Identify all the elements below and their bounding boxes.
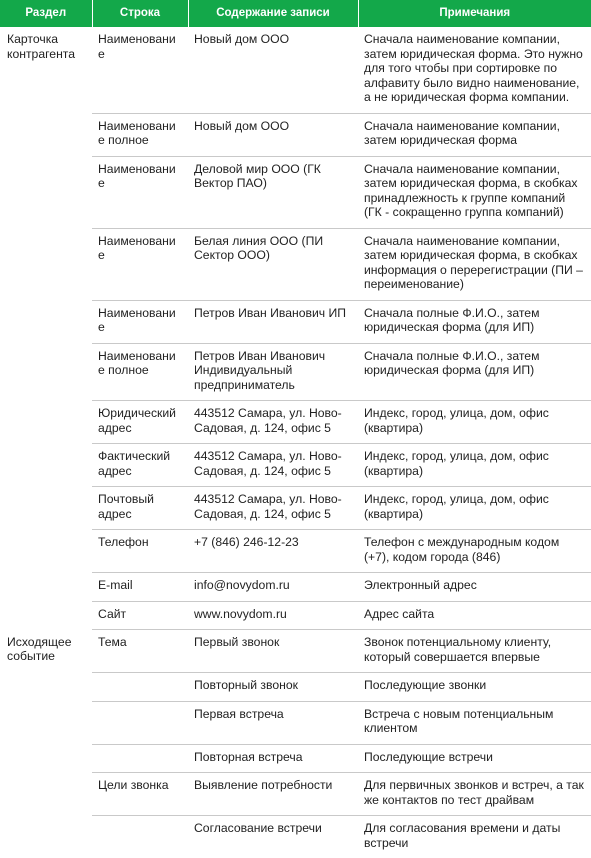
table-row [0, 630, 591, 673]
section-cell [0, 601, 92, 630]
notes-cell: Индекс, город, улица, дом, офис (квартира) [358, 444, 591, 487]
section-cell [0, 401, 92, 444]
notes-cell: Сначала наименование компании, затем юридическая форма [358, 113, 591, 156]
row-cell [92, 701, 188, 744]
table-row [0, 773, 591, 816]
table-row [0, 816, 591, 858]
row-cell: Наименование [92, 228, 188, 300]
notes-cell: Последующие встречи [358, 744, 591, 773]
table-row [0, 444, 591, 487]
row-cell: Телефон [92, 530, 188, 573]
table-row [0, 601, 591, 630]
section-cell [0, 816, 92, 858]
content-cell: Петров Иван Иванович ИП [188, 300, 358, 343]
table-row [0, 113, 591, 156]
table-header-row [0, 0, 591, 27]
row-cell [92, 744, 188, 773]
notes-cell: Адрес сайта [358, 601, 591, 630]
notes-cell: Сначала полные Ф.И.О., затем юридическая форма (для ИП) [358, 343, 591, 401]
content-cell: Деловой мир ООО (ГК Вектор ПАО) [188, 156, 358, 228]
row-cell: Фактический адрес [92, 444, 188, 487]
table-row [0, 701, 591, 744]
section-cell [0, 573, 92, 602]
section-cell [0, 228, 92, 300]
header-content: Содержание записи [188, 0, 358, 27]
notes-cell: Сначала наименование компании, затем юридическая форма, в скобках информация о перерегистрации (ПИ – переименование) [358, 228, 591, 300]
row-cell: Тема [92, 630, 188, 673]
notes-cell: Сначала наименование компании, затем юридическая форма, в скобках принадлежность к группе компаний (ГК - сокращенно группа компаний) [358, 156, 591, 228]
content-cell: Согласование встречи [188, 816, 358, 858]
table-row [0, 156, 591, 228]
table-row [0, 300, 591, 343]
section-cell [0, 156, 92, 228]
header-notes: Примечания [358, 0, 591, 27]
row-cell: Наименование [92, 300, 188, 343]
content-cell: 443512 Самара, ул. Ново-Садовая, д. 124, офис 5 [188, 401, 358, 444]
content-cell: info@novydom.ru [188, 573, 358, 602]
table-row [0, 228, 591, 300]
row-cell [92, 816, 188, 858]
section-cell [0, 744, 92, 773]
table-row [0, 343, 591, 401]
notes-cell: Индекс, город, улица, дом, офис (квартира) [358, 401, 591, 444]
table-row [0, 573, 591, 602]
content-cell: Повторный звонок [188, 673, 358, 702]
section-cell [0, 487, 92, 530]
table-row [0, 401, 591, 444]
notes-cell: Для первичных звонков и встреч, а так же контактов по тест драйвам [358, 773, 591, 816]
content-cell: 443512 Самара, ул. Ново-Садовая, д. 124, офис 5 [188, 444, 358, 487]
table-row [0, 27, 591, 113]
notes-cell: Электронный адрес [358, 573, 591, 602]
notes-cell: Сначала наименование компании, затем юридическая форма. Это нужно для того чтобы при сортировке по алфавиту было видно наименование, а не юридическая форма компании. [358, 27, 591, 113]
row-cell: Почтовый адрес [92, 487, 188, 530]
content-cell: Петров Иван Иванович Индивидуальный предприниматель [188, 343, 358, 401]
section-cell [0, 300, 92, 343]
header-row: Строка [92, 0, 188, 27]
section-cell [0, 673, 92, 702]
row-cell: Сайт [92, 601, 188, 630]
content-cell: Белая линия ООО (ПИ Сектор ООО) [188, 228, 358, 300]
content-cell: Повторная встреча [188, 744, 358, 773]
content-cell: 443512 Самара, ул. Ново-Садовая, д. 124, офис 5 [188, 487, 358, 530]
section-cell [0, 701, 92, 744]
notes-cell: Последующие звонки [358, 673, 591, 702]
notes-cell: Сначала полные Ф.И.О., затем юридическая форма (для ИП) [358, 300, 591, 343]
content-cell: Выявление потребности [188, 773, 358, 816]
row-cell: Наименование [92, 27, 188, 113]
section-cell: Исходящее событие [0, 630, 92, 673]
row-cell: Наименование полное [92, 113, 188, 156]
notes-cell: Звонок потенциальному клиенту, который совершается впервые [358, 630, 591, 673]
section-cell: Карточка контрагента [0, 27, 92, 113]
content-cell: Новый дом ООО [188, 27, 358, 113]
notes-cell: Телефон с международным кодом (+7), кодом города (846) [358, 530, 591, 573]
content-cell: +7 (846) 246-12-23 [188, 530, 358, 573]
row-cell: Юридический адрес [92, 401, 188, 444]
row-cell: Наименование полное [92, 343, 188, 401]
content-cell: Новый дом ООО [188, 113, 358, 156]
section-cell [0, 773, 92, 816]
table-row [0, 744, 591, 773]
header-section: Раздел [0, 0, 92, 27]
notes-cell: Встреча с новым потенциальным клиентом [358, 701, 591, 744]
section-cell [0, 113, 92, 156]
content-cell: Первая встреча [188, 701, 358, 744]
row-cell: Наименование [92, 156, 188, 228]
notes-cell: Для согласования времени и даты встречи [358, 816, 591, 858]
section-cell [0, 444, 92, 487]
table-body [0, 27, 591, 858]
table-row [0, 487, 591, 530]
content-cell: Первый звонок [188, 630, 358, 673]
table-row [0, 530, 591, 573]
section-cell [0, 530, 92, 573]
notes-cell: Индекс, город, улица, дом, офис (квартира) [358, 487, 591, 530]
row-cell [92, 673, 188, 702]
content-cell: www.novydom.ru [188, 601, 358, 630]
row-cell: Цели звонка [92, 773, 188, 816]
section-cell [0, 343, 92, 401]
row-cell: E-mail [92, 573, 188, 602]
table-row [0, 673, 591, 702]
